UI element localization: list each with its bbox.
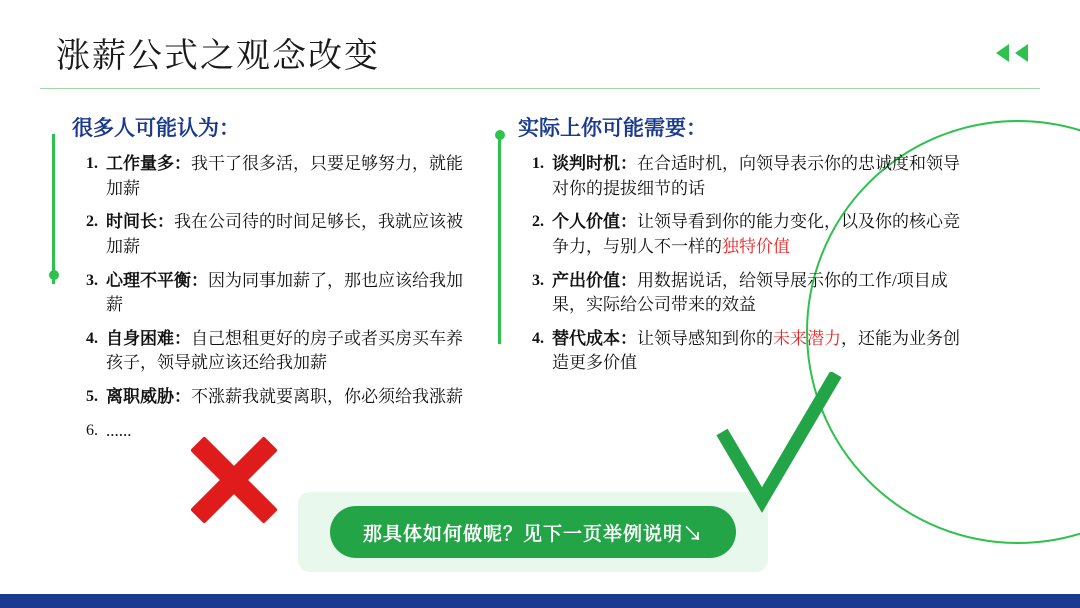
list-number: 3. <box>86 271 98 289</box>
list-text <box>106 419 472 444</box>
list-highlight: 未来潜力 <box>773 328 841 348</box>
list-number: 3. <box>532 271 544 289</box>
left-column-bar <box>52 134 55 284</box>
prev-arrow-icon-2[interactable] <box>1015 44 1028 62</box>
list-text <box>552 327 968 376</box>
list-text <box>106 210 472 259</box>
list-item <box>72 269 472 318</box>
right-column-list <box>498 152 968 376</box>
list-body: 自己想租更好的房子或者买房买车养孩子，领导就应该还给我加薪 <box>106 328 463 373</box>
list-item <box>72 210 472 259</box>
left-column-heading: 很多人可能认为： <box>72 116 240 140</box>
left-column-list <box>52 152 472 443</box>
list-item <box>72 385 472 410</box>
check-mark-svg <box>716 372 846 522</box>
list-item <box>72 152 472 201</box>
list-lead: 工作量多： <box>106 154 191 173</box>
list-body: 我干了很多活，只要足够努力，就能加薪 <box>106 154 463 198</box>
list-number: 6. <box>86 421 98 439</box>
cross-mark-icon <box>186 432 282 528</box>
list-lead: 个人价值： <box>552 212 637 232</box>
list-lead: 产出价值： <box>552 270 637 290</box>
list-number: 4. <box>86 329 98 347</box>
list-body: 让领导感知到你的 <box>637 328 773 348</box>
list-body: 在合适时机，向领导表示你的忠诚度和领导对你的提拔细节的话 <box>552 154 960 198</box>
next-page-button[interactable]: 那具体如何做呢？见下一页举例说明↘ <box>330 506 736 558</box>
list-body: 因为同事加薪了，那也应该给我加薪 <box>106 270 463 315</box>
list-number: 2. <box>532 213 544 231</box>
right-column-dot <box>495 130 505 140</box>
list-item <box>72 327 472 376</box>
list-body: 我在公司待的时间足够长，我就应该被加薪 <box>106 212 463 256</box>
list-body: ...... <box>106 420 132 440</box>
list-item <box>518 210 968 259</box>
list-lead: 自身困难： <box>106 328 191 348</box>
list-text <box>552 152 968 201</box>
list-text <box>106 269 472 318</box>
nav-arrows[interactable] <box>996 44 1028 62</box>
right-column <box>498 112 968 385</box>
list-body: 用数据说话，给领导展示你的工作/项目成果，实际给公司带来的效益 <box>552 270 948 315</box>
list-text <box>106 327 472 376</box>
list-lead: 时间长： <box>106 212 174 232</box>
title-divider <box>40 88 1040 89</box>
check-mark-icon <box>716 372 846 522</box>
list-number: 2. <box>86 213 98 231</box>
prev-arrow-icon[interactable] <box>996 44 1009 62</box>
list-number: 5. <box>86 388 98 406</box>
right-column-heading: 实际上你可能需要： <box>518 116 707 140</box>
list-text <box>552 210 968 259</box>
list-number: 1. <box>86 155 98 172</box>
right-column-bar <box>498 134 501 344</box>
list-item <box>518 327 968 376</box>
list-body: 让领导看到你的能力变化，以及你的核心竞争力，与别人不一样的 <box>552 212 960 256</box>
page-title: 涨薪公式之观念改变 <box>56 38 380 75</box>
list-number: 1. <box>532 155 544 172</box>
list-lead: 谈判时机： <box>552 154 637 173</box>
list-tail: ，还能为业务创造更多价值 <box>552 328 960 373</box>
list-number: 4. <box>532 329 544 347</box>
list-item <box>518 152 968 201</box>
list-text <box>106 152 472 201</box>
list-body: 不涨薪我就要离职，你必须给我涨薪 <box>191 387 463 407</box>
left-column <box>52 112 472 452</box>
list-lead: 心理不平衡： <box>106 270 208 290</box>
list-lead: 离职威胁： <box>106 387 191 407</box>
list-item <box>518 269 968 318</box>
bottom-strip <box>0 594 1080 608</box>
list-highlight: 独特价值 <box>722 236 790 256</box>
list-lead: 替代成本： <box>552 328 637 348</box>
left-column-dot <box>49 270 59 280</box>
list-text <box>106 385 472 410</box>
list-text <box>552 269 968 318</box>
